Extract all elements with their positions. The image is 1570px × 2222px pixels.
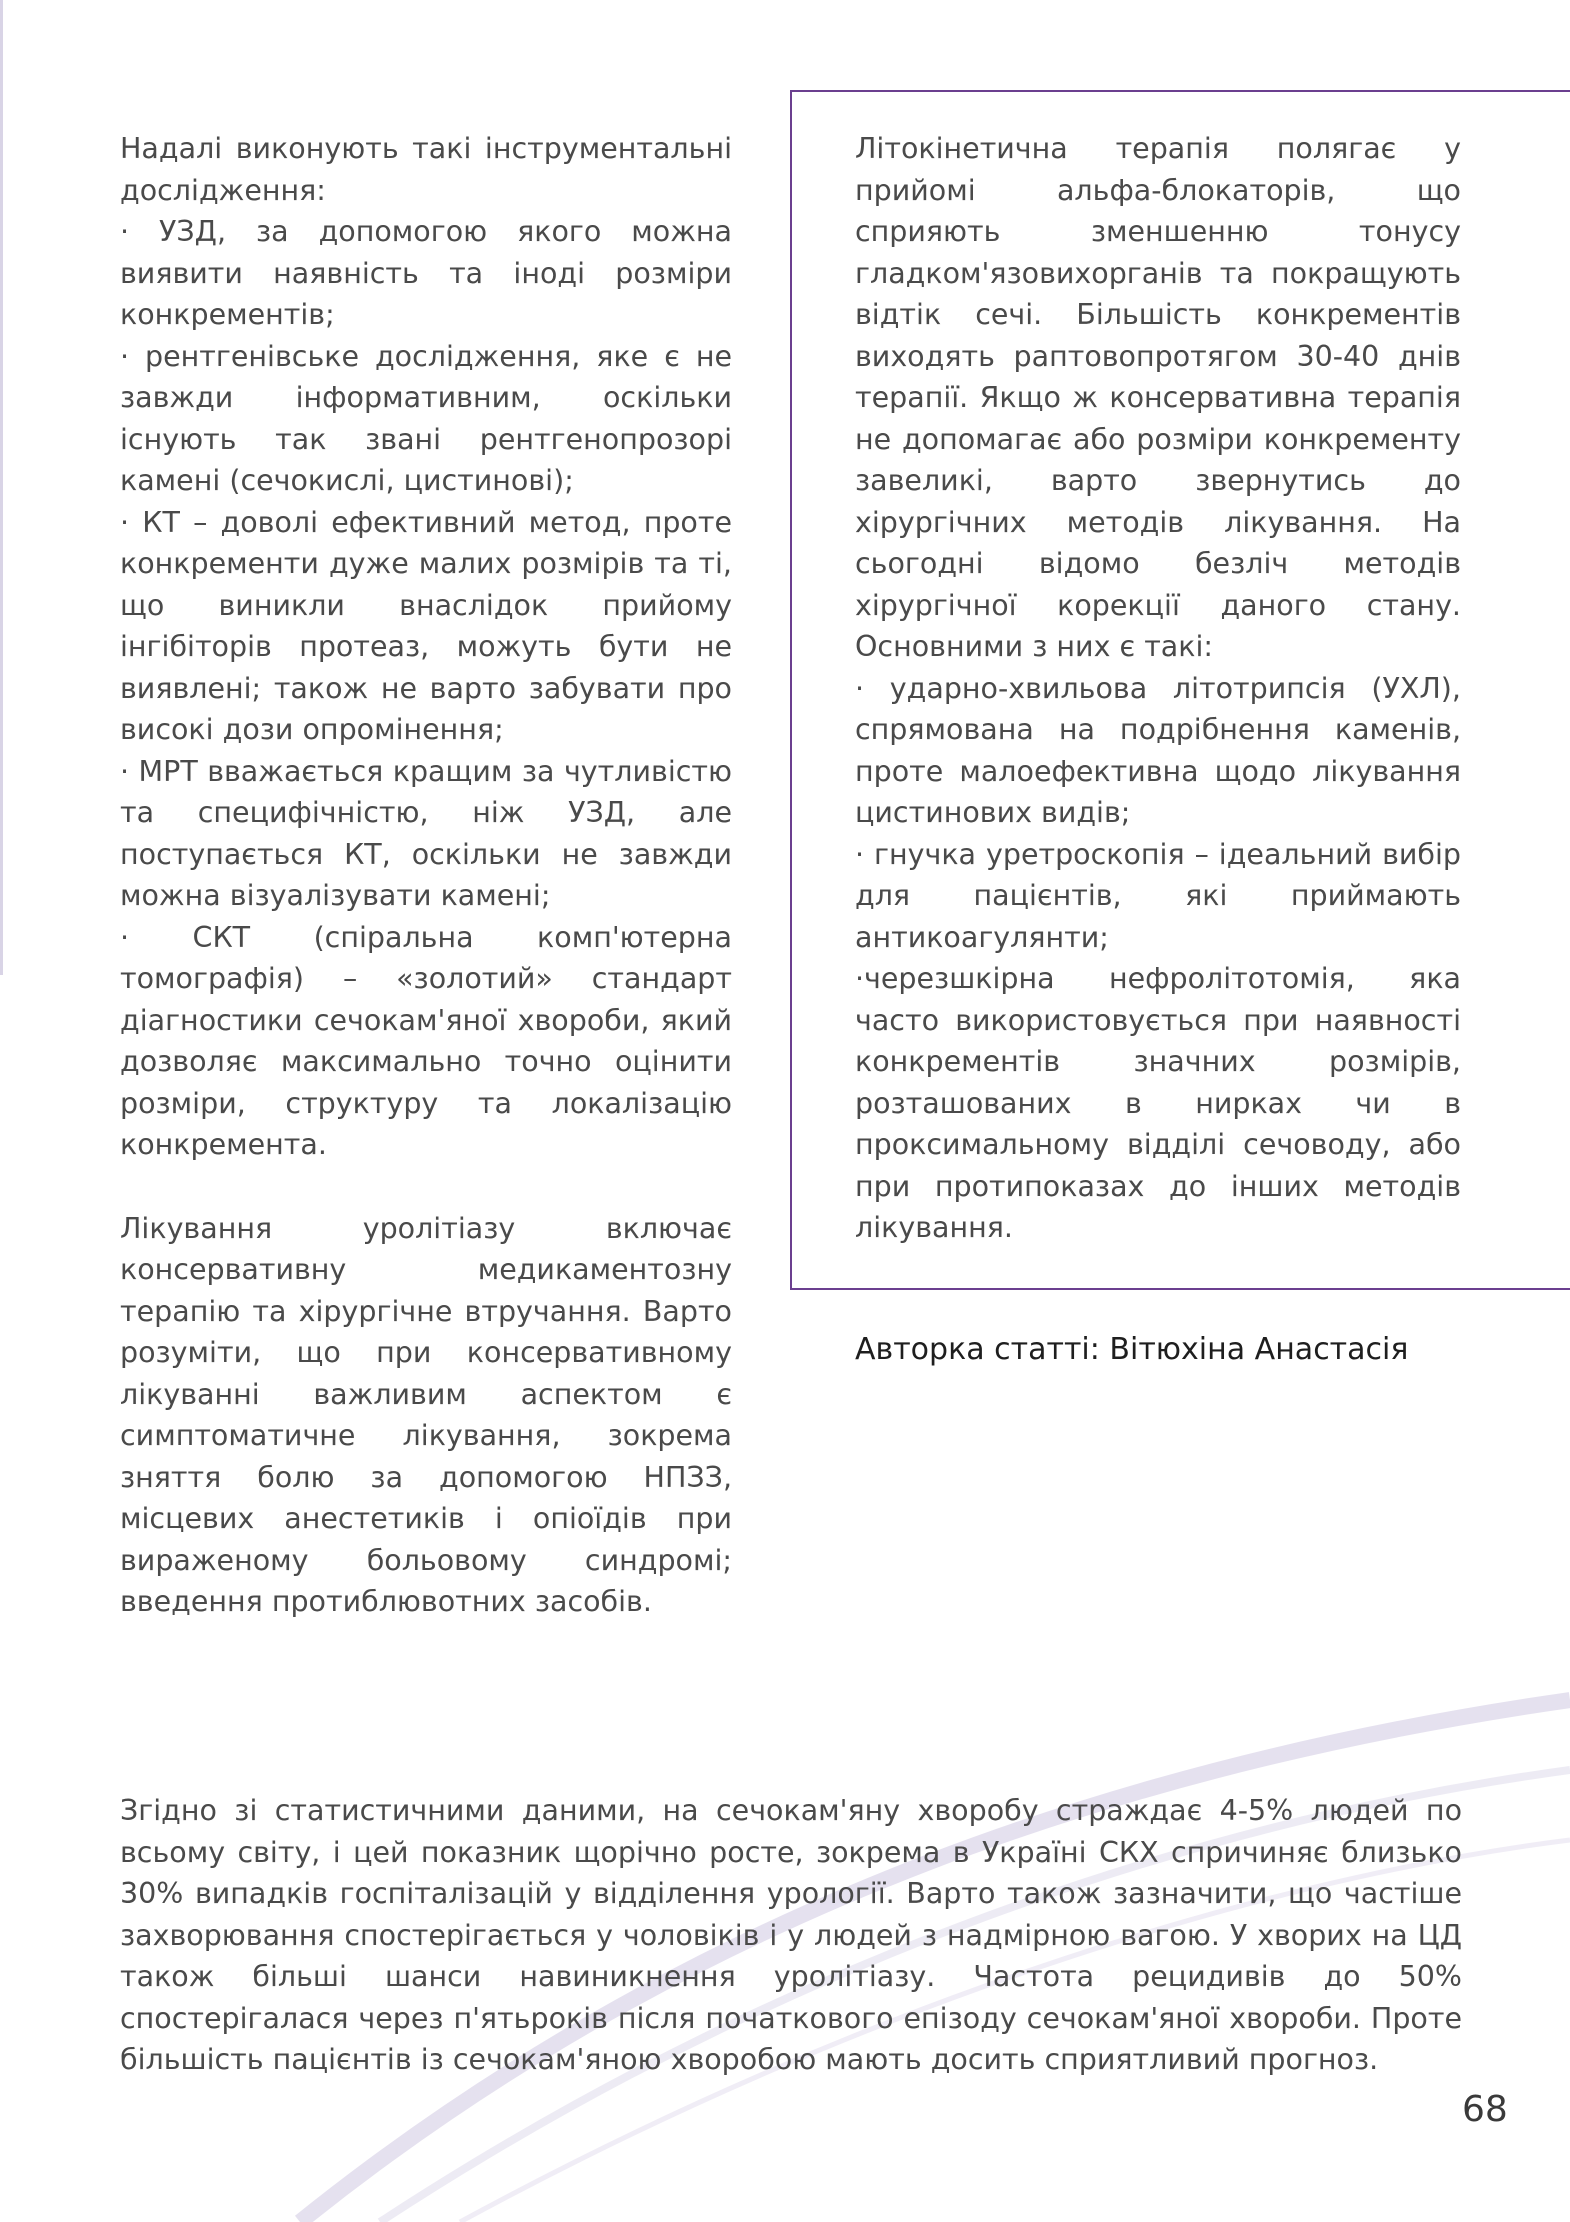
diagnostics-item-xray: · рентгенівське дослідження, яке є не завжди інформативним, оскільки існують так звані рентгенопрозорі камені (сечокислі, цистинові); xyxy=(120,339,732,497)
left-column xyxy=(120,128,732,1623)
lithokinetic-therapy-paragraph: Літокінетична терапія полягає у прийомі альфа-блокаторів, що сприяють зменшенню тонусу гладком'язовихорганів та покращують відтік сечі. Більшість конкрементів виходять раптовопротягом 30-40 днів терапії. Якщо ж консервативна терапія не допомагає або розміри конкременту завеликі, варто звернутись до хірургічних методів лікування. На сьогодні відомо безліч методів хірургічної корекції даного стану. Основними з них є такі: xyxy=(855,132,1461,663)
surgery-item-nephrolithotomy: ·черезшкірна нефролітотомія, яка часто використовується при наявності конкрементів значних розмірів, розташованих в нирках чи в проксимальному відділі сечоводу, або при протипоказах до інших методів лікування. xyxy=(855,962,1461,1244)
article-author: Авторка статті: Вітюхіна Анастасія xyxy=(855,1332,1409,1367)
diagnostics-item-ct: · КТ – доволі ефективний метод, проте конкременти дуже малих розмірів та ті, що виникли внаслідок прийому інгібіторів протеаз, можуть бути не виявлені; також не варто забувати про високі дози опромінення; xyxy=(120,505,732,746)
left-edge-line xyxy=(0,0,3,975)
statistics-section xyxy=(120,1790,1462,2081)
diagnostics-item-mri: · МРТ вважається кращим за чутливістю та специфічністю, ніж УЗД, але поступається КТ, оскільки не завжди можна візуалізувати камені; xyxy=(120,754,732,912)
treatment-paragraph: Лікування уролітіазу включає консервативну медикаментозну терапію та хірургічне втручання. Варто розуміти, що при консервативному лікуванні важливим аспектом є симптоматичне лікування, зокрема зняття болю за допомогою НПЗЗ, місцевих анестетиків і опіоїдів при вираженому больовому синдромі; введення протиблювотних засобів. xyxy=(120,1211,732,1618)
diagnostics-item-ultrasound: · УЗД, за допомогою якого можна виявити наявність та іноді розміри конкрементів; xyxy=(120,215,732,331)
paragraph-gap xyxy=(120,1166,732,1208)
diagnostics-intro: Надалі виконують такі інструментальні дослідження: xyxy=(120,132,732,207)
surgery-item-eswl: · ударно-хвильова літотрипсія (УХЛ), спрямована на подрібнення каменів, проте малоефективна щодо лікування цистинових видів; xyxy=(855,671,1461,829)
surgery-item-ureteroscopy: · гнучка уретроскопія – ідеальний вибір для пацієнтів, які приймають антикоагулянти; xyxy=(855,837,1461,954)
page-number: 68 xyxy=(1462,2089,1508,2130)
diagnostics-item-sct: · СКТ (спіральна комп'ютерна томографія) – «золотий» стандарт діагностики сечокам'яної хвороби, який дозволяє максимально точно оцінити розміри, структуру та локалізацію конкремента. xyxy=(120,920,732,1161)
statistics-paragraph: Згідно зі статистичними даними, на сечокам'яну хворобу страждає 4-5% людей по всьому світу, і цей показник щорічно росте, зокрема в Україні СКХ спричиняє близько 30% випадків госпіталізацій у відділення урології. Варто також зазначити, що частіше захворювання спостерігається у чоловіків і у людей з надмірною вагою. У хворих на ЦД також більші шанси навиникнення уролітіазу. Частота рецидивів до 50% спостерігалася через п'ятьроків після початкового епізоду сечокам'яної хвороби. Проте більшість пацієнтів із сечокам'яною хворобою мають досить сприятливий прогноз. xyxy=(120,1794,1462,2076)
right-box-content xyxy=(855,128,1461,1249)
